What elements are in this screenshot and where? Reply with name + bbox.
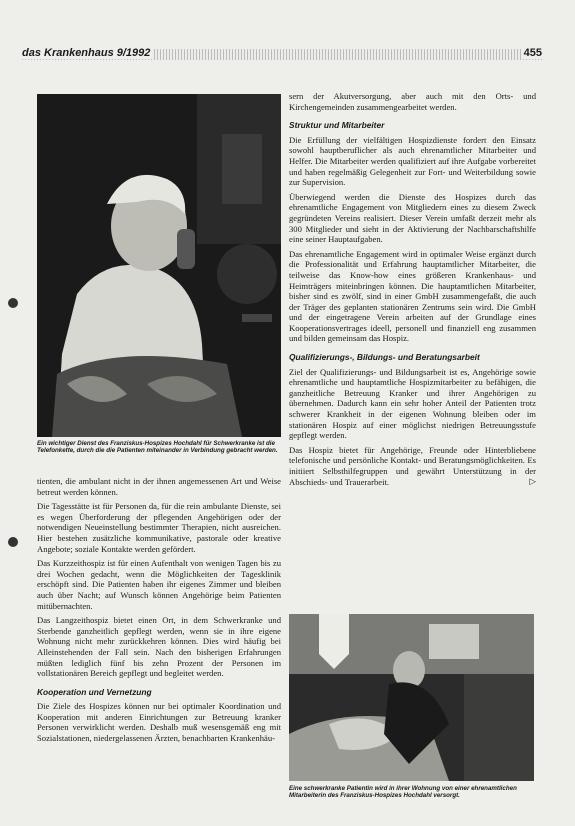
page-number: 455 xyxy=(521,47,542,59)
photo-caption: Eine schwerkranke Patientin wird in ihrer Wohnung von einer ehrenamtlichen Mitarbeiterin des Franziskus-Hospizes Hochdahl versorgt. xyxy=(289,785,517,800)
paragraph: Ziel der Qualifizierungs- und Bildungsarbeit ist es, Angehörige sowie ehrenamtliche und hauptamtliche Hospizmitarbeiter zu befähigen, die ganzheitliche Betreuung Kranker und ihrer Angehörigen zu übernehmen. Dadurch kann ein sehr hoher Anteil der Patienten trotz schwerer Krankheit in der eigenen Wohnung bleiben oder im stationären Hospiz auf einer möglichst niedrigen Betreuungsstufe gepflegt werden. xyxy=(289,366,536,441)
journal-title: das Krankenhaus 9/1992 xyxy=(22,47,153,59)
photo-caption: Ein wichtiger Dienst des Franziskus-Hospizes Hochdahl für Schwerkranke ist die Telefonkette, durch die die Patienten miteinander in Verbindung gebracht werden. xyxy=(37,440,278,455)
photo-illustration xyxy=(289,614,534,781)
punch-hole xyxy=(8,298,18,308)
section-heading: Struktur und Mitarbeiter xyxy=(289,120,385,131)
photo-woman-on-telephone xyxy=(37,94,281,437)
section-heading: Kooperation und Vernetzung xyxy=(37,686,152,697)
paragraph: tienten, die ambulant nicht in der ihnen angemessenen Art und Weise betreut werden können. xyxy=(37,476,281,497)
paragraph-text: Das Hospiz bietet für Angehörige, Freunde oder Hinterbliebene telefonische und persönliche Kontakt- und Beratungsmöglichkeiten. Es initiiert Selbsthilfegruppen und gewährt Unterstützung in der Abschieds- und Trauerarbeit. xyxy=(289,444,536,487)
paragraph: Die Ziele des Hospizes können nur bei optimaler Koordination und Kooperation mit anderen Einrichtungen zur Betreuung kranker Personen verwirklicht werden. Deshalb muß wesensgemäß eng mit Sozialstationen, niedergelassenen Ärzten, benachbarten Krankenhäu- xyxy=(37,701,281,744)
section-heading: Qualifizierungs-, Bildungs- und Beratungsarbeit xyxy=(289,352,480,363)
paragraph: Das Langzeithospiz bietet einen Ort, in dem Schwerkranke und Sterbende ganzheitlich gepflegt werden, wenn sie in ihre eigene Wohnung nicht mehr zurückkehren können. Dies wird häufig bei Alleinstehenden der Fall sein. Nach den bisherigen Erfahrungen müßten lediglich fünf bis zehn Prozent der Personen im vollstationären Bereich gepflegt und begleitet werden. xyxy=(37,615,281,679)
paragraph: sern der Akutversorgung, aber auch mit den Orts- und Kirchengemeinden zusammengearbeitet werden. xyxy=(289,91,536,112)
photo-illustration xyxy=(37,94,281,437)
right-text-column xyxy=(289,91,536,597)
left-text-column xyxy=(37,476,281,822)
paragraph: Die Tagesstätte ist für Personen da, für die rein ambulante Dienste, sei es wegen Überforderung der pflegenden Angehörigen oder der notwendigen Neueinstellung bestimmter Therapien, nicht ausreichen. Hier bestehen zusätzliche kommunikative, pastorale oder kreative Angebote; soziale Kontakte werden gefördert. xyxy=(37,501,281,554)
running-header xyxy=(22,49,542,61)
paragraph: Die Erfüllung der vielfältigen Hospizdienste fordert den Einsatz sowohl hauptberuflicher als auch ehrenamtlicher Mitarbeiter und Helfer. Die Mitarbeiter werden qualifiziert auf ihre Aufgabe vorbereitet und haben regelmäßig Gelegenheit zur Fort- und Weiterbildung sowie zur Supervision. xyxy=(289,134,536,188)
paragraph xyxy=(289,445,536,487)
paragraph: Überwiegend werden die Dienste des Hospizes durch das ehrenamtliche Engagement von Mitgliedern eines zu diesem Zweck gegründeten Vereins realisiert. Dieser Verein umfaßt derzeit mehr als 300 Mitglieder und sieht in der Aktivierung der Nachbarschaftshilfe eine seiner Hauptaufgaben. xyxy=(289,191,536,245)
paragraph: Das Kurzzeithospiz ist für einen Aufenthalt von wenigen Tagen bis zu drei Wochen gedacht, wenn die Möglichkeiten der Tagesklinik erschöpft sind. Die Patienten haben ihr eigenes Zimmer und bleiben auch über Nacht; auf Wunsch können Angehörige beim Patienten mitübernachten. xyxy=(37,558,281,611)
punch-hole xyxy=(8,537,18,547)
photo-caregiver-at-bedside xyxy=(289,614,534,781)
paragraph: Das ehrenamtliche Engagement wird in optimaler Weise ergänzt durch die Professionalität und Erfahrung hauptamtlicher Mitarbeiter, die teilweise das Know-how eines größeren Krankenhaus- und Heimträgers miteinbringen können. Die hauptamtlichen Mitarbeiter, bisher sind es zwölf, sind in einer GmbH zusammengefaßt, die auch der Träger des geplanten stationären Zentrums sein wird. Die GmbH und der eingetragene Verein arbeiten auf der Grundlage eines Kooperationsvertrages ideell, personell und finanziell eng zusammen und bilden gemeinsam das Hospiz. xyxy=(289,248,536,344)
continue-arrow-icon: ▷ xyxy=(529,476,536,487)
